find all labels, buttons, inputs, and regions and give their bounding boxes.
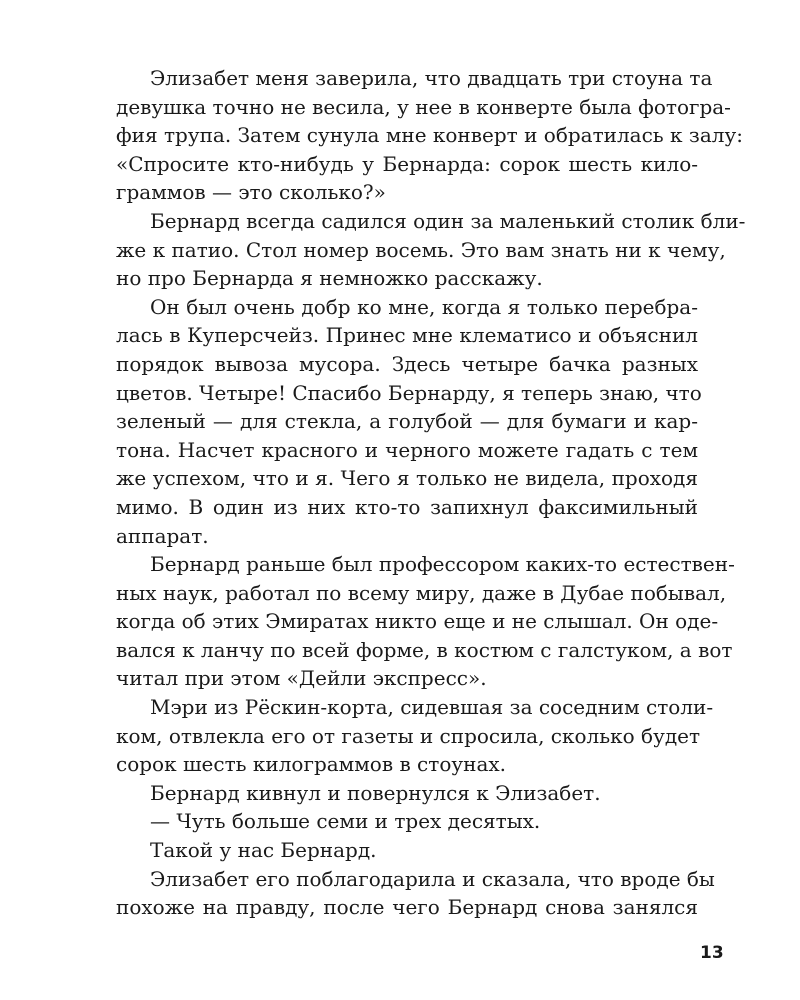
text-line: девушка точно не весила, у нее в конверте была фотогра- bbox=[116, 94, 731, 119]
text-line: похоже на правду, после чего Бернард снова занялся bbox=[116, 895, 698, 920]
text-line: Мэри из Рёскин-корта, сидевшая за соседним столи- bbox=[150, 695, 714, 720]
text-line: граммов — это сколько?» bbox=[116, 180, 386, 205]
paragraph bbox=[116, 293, 702, 550]
page-number: 13 bbox=[700, 943, 724, 963]
text-line: Элизабет меня заверила, что двадцать три стоуна та bbox=[150, 66, 713, 90]
text-line: вался к ланчу по всей форме, в костюм с галстуком, а вот bbox=[116, 637, 733, 662]
text-line: мимо. В один из них кто-то запихнул факсимильный bbox=[116, 494, 698, 519]
text-line: же успехом, что и я. Чего я только не видела, проходя bbox=[116, 466, 698, 491]
text-line: когда об этих Эмиратах никто еще и не слышал. Он оде- bbox=[116, 609, 719, 634]
text-line: тона. Насчет красного и черного можете гадать с тем bbox=[116, 437, 698, 462]
text-line: но про Бернарда я немножко расскажу. bbox=[116, 266, 543, 291]
paragraph bbox=[116, 550, 735, 693]
text-line: Такой у нас Бернард. bbox=[150, 838, 377, 863]
text-line: — Чуть больше семи и трех десятых. bbox=[150, 809, 541, 834]
paragraph bbox=[116, 207, 746, 293]
text-line: аппарат. bbox=[116, 523, 209, 548]
text-line: Бернард всегда садился один за маленький столик бли- bbox=[150, 208, 746, 233]
paragraph bbox=[116, 779, 698, 808]
text-line: Бернард кивнул и повернулся к Элизабет. bbox=[150, 780, 601, 805]
text-line: же к патио. Стол номер восемь. Это вам знать ни к чему, bbox=[116, 237, 726, 262]
text-line: ком, отвлекла его от газеты и спросила, сколько будет bbox=[116, 723, 701, 748]
text-line: Бернард раньше был профессором каких-то естествен- bbox=[150, 552, 735, 577]
text-line: «Спросите кто-нибудь у Бернарда: сорок шесть кило- bbox=[116, 151, 698, 176]
text-line: ных наук, работал по всему миру, даже в Дубае побывал, bbox=[116, 580, 727, 605]
text-line: читал при этом «Дейли экспресс». bbox=[116, 666, 487, 691]
text-line: лась в Куперсчейз. Принес мне клематисо и объяснил bbox=[116, 323, 698, 348]
text-line: порядок вывоза мусора. Здесь четыре бачка разных bbox=[116, 351, 698, 376]
text-line: Он был очень добр ко мне, когда я только перебра- bbox=[150, 294, 698, 319]
page-text bbox=[116, 64, 746, 922]
text-line: цветов. Четыре! Спасибо Бернарду, я теперь знаю, что bbox=[116, 380, 702, 405]
paragraph bbox=[116, 807, 698, 836]
text-line: сорок шесть килограммов в стоунах. bbox=[116, 752, 507, 777]
text-line: фия трупа. Затем сунула мне конверт и обратилась к залу: bbox=[116, 123, 743, 148]
paragraph bbox=[116, 865, 715, 922]
text-line: Элизабет его поблагодарила и сказала, что вроде бы bbox=[150, 866, 715, 891]
paragraph bbox=[116, 693, 714, 779]
text-line: зеленый — для стекла, а голубой — для бумаги и кар- bbox=[116, 409, 698, 434]
paragraph bbox=[116, 64, 743, 207]
paragraph bbox=[116, 836, 698, 865]
